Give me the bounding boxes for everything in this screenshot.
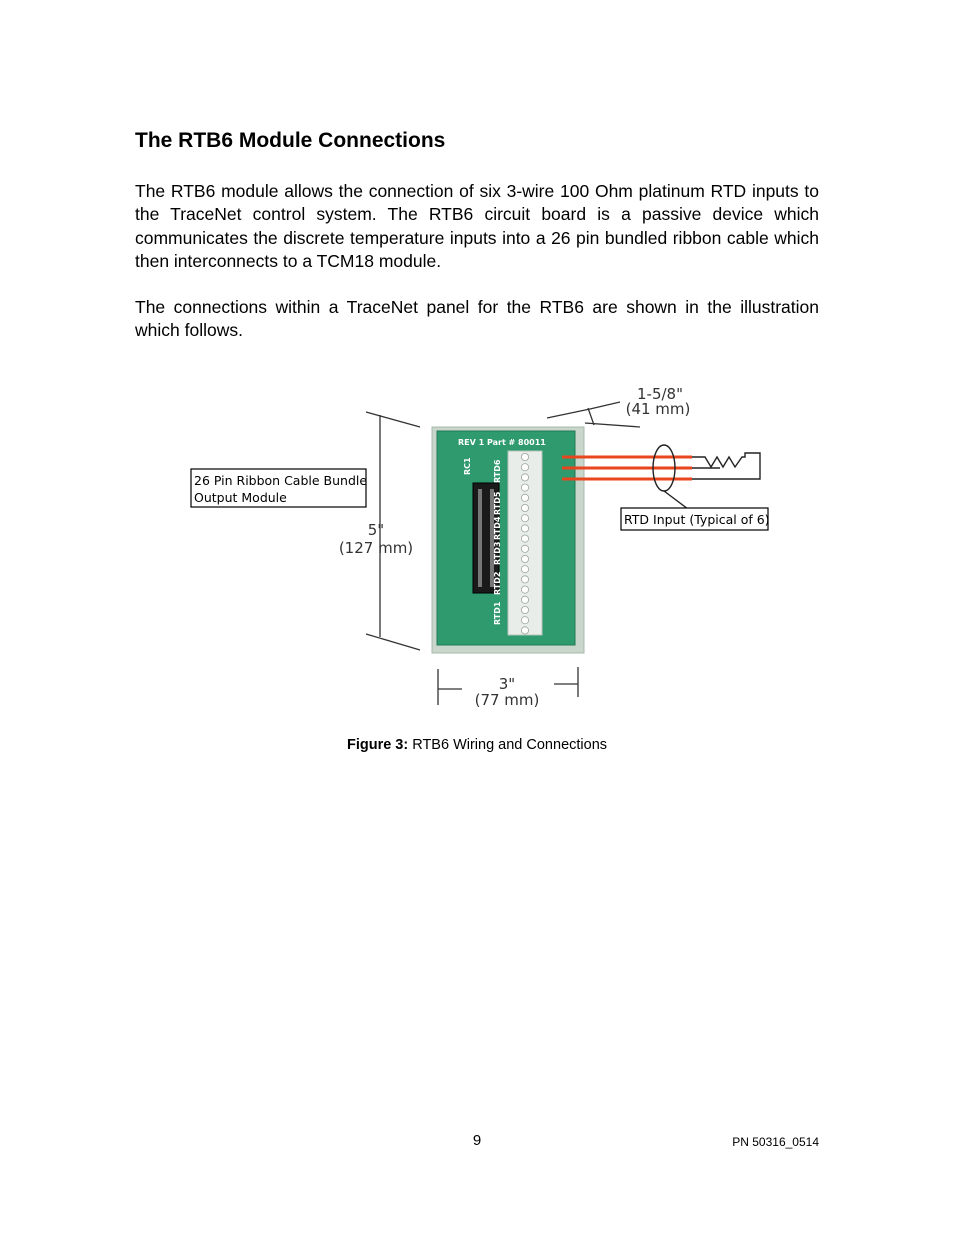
terminal-screw — [521, 586, 528, 593]
rtd3-label: RTD3 — [493, 541, 502, 565]
terminal-screw — [521, 555, 528, 562]
terminal-screw — [521, 464, 528, 471]
intro-paragraph: The RTB6 module allows the connection of six 3-wire 100 Ohm platinum RTD inputs to the TraceNet control system. The RTB6 circuit board is a passive device which communicates the discrete temperature inputs into a 26 pin bundled ribbon cable which then interconnects to a TCM18 module. — [135, 181, 819, 271]
connections-paragraph: The connections within a TraceNet panel for the RTB6 are shown in the illustration which follows. — [135, 297, 819, 341]
circuit-board — [437, 431, 575, 645]
height-dim-label: 5" — [367, 521, 385, 539]
ribbon-callout-line2: Output Module — [194, 490, 287, 505]
terminal-screw — [521, 494, 528, 501]
terminal-screw — [521, 617, 528, 624]
rtd6-label: RTD6 — [493, 459, 502, 483]
terminal-screw — [521, 576, 528, 583]
width-dim-mm-label: (77 mm) — [474, 691, 540, 709]
rtb6-wiring-figure — [180, 375, 780, 720]
rtd-sensor-sketch — [653, 445, 760, 509]
terminal-screw — [521, 515, 528, 522]
page-number: 9 — [472, 1132, 482, 1149]
width-dim-label: 3" — [498, 675, 516, 693]
part-number: PN 50316_0514 — [732, 1135, 819, 1149]
terminal-screw — [521, 535, 528, 542]
rtd2-label: RTD2 — [493, 571, 502, 595]
terminal-screw — [521, 484, 528, 491]
terminal-screw — [521, 504, 528, 511]
terminal-screw — [521, 474, 528, 481]
ribbon-callout-line1: 26 Pin Ribbon Cable Bundle — [194, 473, 368, 488]
board-header-label: REV 1 Part # 80011 — [458, 438, 546, 447]
terminal-screw — [521, 606, 528, 613]
terminal-screw — [521, 627, 528, 634]
rtd-callout-label: RTD Input (Typical of 6) — [624, 512, 770, 527]
terminal-screw — [521, 596, 528, 603]
figure-caption-label: Figure 3: — [346, 737, 409, 753]
rtd1-label: RTD1 — [493, 601, 502, 625]
terminal-screw — [521, 566, 528, 573]
terminal-screw — [521, 453, 528, 460]
figure-caption — [0, 737, 954, 753]
depth-dim-label: 1-5/8" — [637, 385, 683, 403]
terminal-screw — [521, 525, 528, 532]
board-rc1-label: RC1 — [463, 457, 472, 475]
height-dim-mm-label: (127 mm) — [338, 539, 414, 557]
section-heading: The RTB6 Module Connections — [135, 129, 446, 152]
rtd5-label: RTD5 — [493, 491, 502, 515]
rtd4-label: RTD4 — [493, 516, 502, 540]
terminal-screw — [521, 545, 528, 552]
figure-caption-text: RTB6 Wiring and Connections — [412, 737, 608, 753]
depth-dim-mm-label: (41 mm) — [625, 400, 691, 418]
